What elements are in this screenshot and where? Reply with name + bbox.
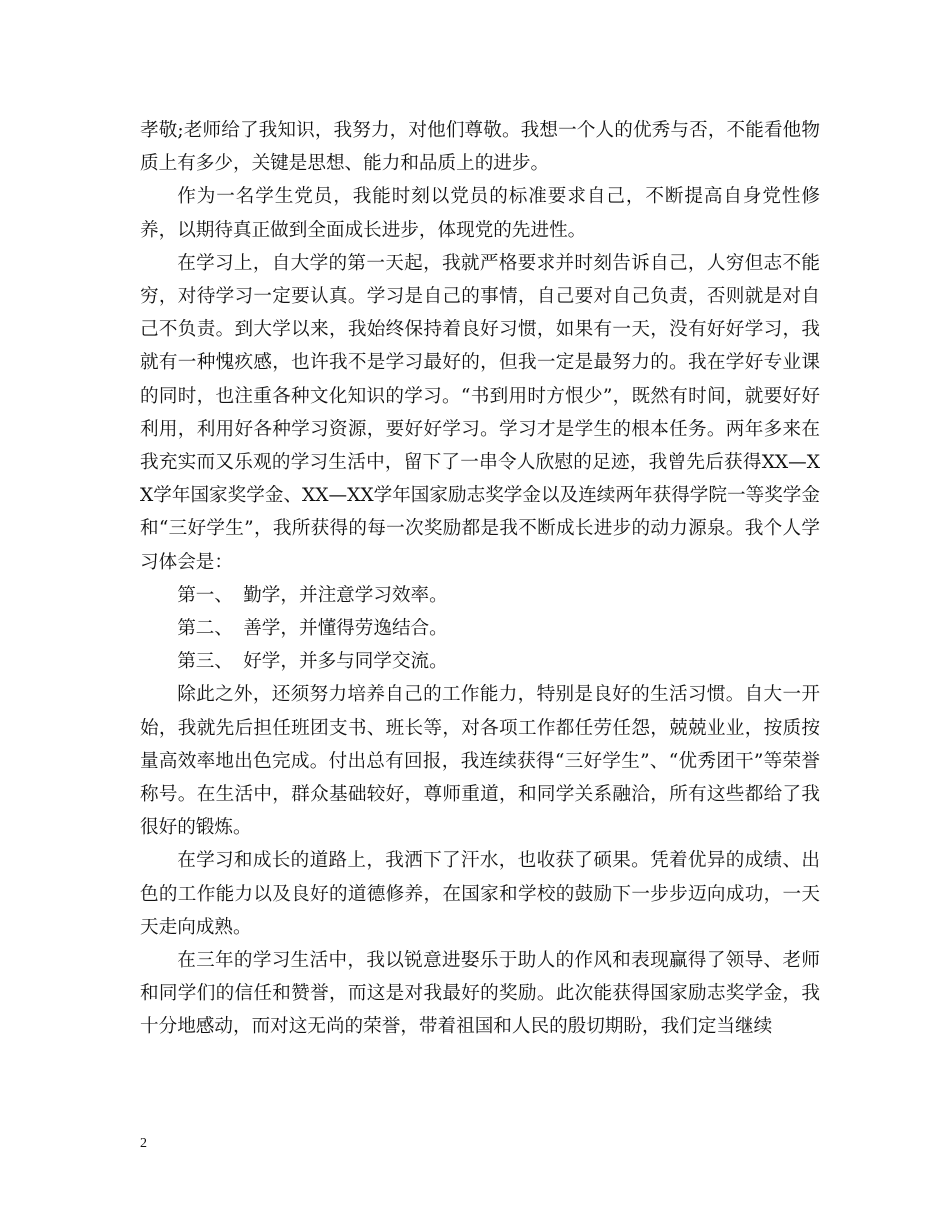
paragraph-party-member: 作为一名学生党员，我能时刻以党员的标准要求自己，不断提高自身党性修养，以期待真正做到全面成长进步，体现党的先进性。 — [140, 186, 820, 241]
paragraph-three-years: 在三年的学习生活中，我以锐意进娶乐于助人的作风和表现赢得了领导、老师和同学们的信任和赞誉，而这是对我最好的奖励。此次能获得国家励志奖学金，我十分地感动，而对这无尚的荣誉，带着祖国和人民的殷切期盼，我们定当继续 — [140, 950, 820, 1038]
page-number: 2 — [140, 1136, 147, 1151]
list-item — [140, 579, 820, 612]
list-item-label: 第二、 — [177, 618, 233, 640]
list-item-label: 第三、 — [177, 651, 233, 673]
list-item-label: 第一、 — [177, 584, 233, 606]
paragraph-continuation: 孝敬;老师给了我知识，我努力，对他们尊敬。我想一个人的优秀与否，不能看他物质上有多少，关键是思想、能力和品质上的进步。 — [140, 120, 820, 175]
list-item — [140, 645, 820, 678]
list-item-text: 好学，并多与同学交流。 — [243, 651, 448, 673]
study-tips-list — [140, 579, 820, 679]
paragraph-growth: 在学习和成长的道路上，我洒下了汗水，也收获了硕果。凭着优异的成绩、出色的工作能力以及良好的道德修养，在国家和学校的鼓励下一步步迈向成功，一天天走向成熟。 — [140, 850, 820, 938]
paragraph-work-ability: 除此之外，还须努力培养自己的工作能力，特别是良好的生活习惯。自大一开始，我就先后担任班团支书、班长等，对各项工作都任劳任怨，兢兢业业，按质按量高效率地出色完成。付出总有回报，我连续获得“三好学生”、“优秀团干”等荣誉称号。在生活中，群众基础较好，尊师重道，和同学关系融洽，所有这些都给了我很好的锻炼。 — [140, 684, 820, 839]
list-item-text: 勤学，并注意学习效率。 — [243, 584, 448, 606]
paragraph-study: 在学习上，自大学的第一天起，我就严格要求并时刻告诉自己，人穷但志不能穷，对待学习一定要认真。学习是自己的事情，自己要对自己负责，否则就是对自己不负责。到大学以来，我始终保持着良好习惯，如果有一天，没有好好学习，我就有一种愧疚感，也许我不是学习最好的，但我一定是最努力的。我在学好专业课的同时，也注重各种文化知识的学习。“书到用时方恨少”，既然有时间，就要好好利用，利用好各种学习资源，要好好学习。学习才是学生的根本任务。两年多来在我充实而又乐观的学习生活中，留下了一串令人欣慰的足迹，我曾先后获得XX—XX学年国家奖学金、XX—XX学年国家励志奖学金以及连续两年获得学院一等奖学金和“三好学生”，我所获得的每一次奖励都是我不断成长进步的动力源泉。我个人学习体会是： — [140, 252, 820, 573]
document-body — [140, 114, 820, 1044]
list-item — [140, 612, 820, 645]
list-item-text: 善学，并懂得劳逸结合。 — [243, 618, 448, 640]
